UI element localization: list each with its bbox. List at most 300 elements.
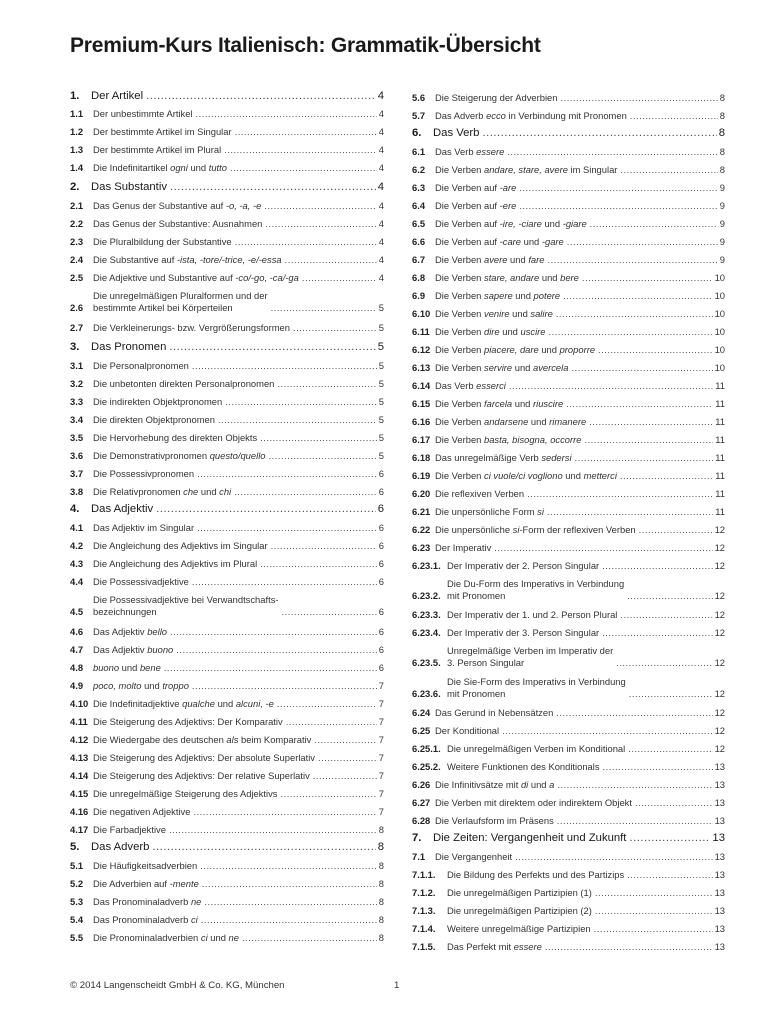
toc-entry-text: Die unregelmäßigen Partizipien (2)	[447, 905, 592, 916]
toc-entry-page: 4	[378, 254, 384, 265]
toc-entry-4.1[interactable]	[70, 522, 384, 534]
toc-entry-text: und	[499, 326, 521, 337]
toc-entry-6.28[interactable]	[412, 815, 725, 827]
toc-entry-label	[435, 851, 713, 863]
toc-entry-text: andare, stare, avere	[484, 164, 568, 175]
toc-entry-number: 3.	[70, 341, 80, 353]
toc-entry-page: 6	[377, 503, 384, 515]
toc-leader-dots	[313, 770, 377, 782]
toc-entry-label	[93, 644, 377, 656]
toc-entry-text: bello	[147, 626, 168, 637]
toc-leader-dots	[204, 896, 376, 908]
toc-leader-dots	[230, 162, 377, 174]
toc-entry-7.1.1[interactable]	[412, 869, 725, 881]
toc-entry-text: und	[538, 344, 560, 355]
toc-entry-5.6[interactable]	[412, 92, 725, 104]
toc-entry-page: 5	[378, 302, 384, 313]
toc-entry-title	[93, 914, 198, 926]
toc-entry-page: 5	[378, 378, 384, 389]
toc-entry-page: 4	[378, 108, 384, 119]
toc-entry-1.3[interactable]	[70, 144, 384, 156]
toc-entry-2[interactable]	[70, 181, 384, 193]
toc-leader-dots	[502, 725, 712, 737]
toc-entry-text: Die Verben	[435, 416, 484, 427]
toc-entry-title	[93, 716, 283, 728]
toc-entry-title	[93, 322, 290, 334]
toc-entry-text: Die Steigerung der Adverbien	[435, 92, 558, 103]
toc-entry-number: 6.28	[412, 815, 431, 826]
toc-entry-page: 11	[715, 434, 725, 445]
toc-leader-dots	[192, 360, 377, 372]
toc-entry-number: 5.3	[70, 896, 84, 907]
toc-entry-6.20[interactable]	[412, 488, 725, 500]
toc-entry-number: 4.16	[70, 806, 89, 817]
toc-entry-3.3[interactable]	[70, 396, 384, 408]
toc-entry-label	[91, 341, 376, 353]
toc-entry-2.3[interactable]	[70, 236, 384, 248]
toc-entry-page: 5	[378, 360, 384, 371]
toc-entry-label	[435, 524, 713, 536]
toc-entry-title	[435, 707, 553, 719]
toc-entry-title	[93, 680, 189, 692]
toc-entry-6.5[interactable]	[412, 218, 725, 230]
toc-entry-6.25.2[interactable]	[412, 761, 725, 773]
toc-entry-6.9[interactable]	[412, 290, 725, 302]
toc-entry-4.6[interactable]	[70, 626, 384, 638]
toc-entry-title	[435, 164, 617, 176]
toc-entry-text: Das unregelmäßige Verb	[435, 452, 542, 463]
toc-entry-1.1[interactable]	[70, 108, 384, 120]
toc-entry-7.1.5[interactable]	[412, 941, 725, 953]
toc-entry-label	[93, 236, 377, 248]
toc-entry-6.7[interactable]	[412, 254, 725, 266]
toc-entry-2.2[interactable]	[70, 218, 384, 230]
toc-entry-6.3[interactable]	[412, 182, 725, 194]
toc-entry-number: 6.23.1.	[412, 560, 441, 571]
toc-leader-dots	[519, 200, 717, 212]
toc-entry-6.18[interactable]	[412, 452, 725, 464]
toc-entry-label	[435, 200, 718, 212]
toc-entry-4.9[interactable]	[70, 680, 384, 692]
toc-entry-number: 4.1	[70, 522, 84, 533]
toc-entry-label	[93, 522, 377, 534]
toc-entry-3.1[interactable]	[70, 360, 384, 372]
toc-entry-label	[91, 181, 376, 193]
toc-entry-text: uscire	[520, 326, 546, 337]
toc-entry-5.2[interactable]	[70, 878, 384, 890]
toc-leader-dots	[164, 662, 377, 674]
toc-entry-text: poco, molto	[93, 680, 142, 691]
toc-entry-text: und	[207, 932, 229, 943]
toc-leader-dots	[192, 576, 377, 588]
toc-leader-dots	[616, 657, 712, 669]
toc-entry-6.1[interactable]	[412, 146, 725, 158]
toc-leader-dots	[170, 626, 377, 638]
toc-entry-text: Der bestimmte Artikel im Plural	[93, 144, 222, 155]
toc-entry-4.15[interactable]	[70, 788, 384, 800]
toc-entry-4.4[interactable]	[70, 576, 384, 588]
toc-entry-6.23.1[interactable]	[412, 560, 725, 572]
toc-entry-4.8[interactable]	[70, 662, 384, 674]
toc-entry-5.3[interactable]	[70, 896, 384, 908]
toc-entry-title	[91, 841, 149, 853]
toc-entry-title	[435, 542, 491, 554]
toc-entry-text: Die Steigerung des Adjektivs: Der Komparativ	[93, 716, 283, 727]
toc-entry-page: 7	[378, 806, 384, 817]
toc-leader-dots	[598, 344, 713, 356]
toc-entry-title	[93, 806, 190, 818]
toc-leader-dots	[567, 236, 718, 248]
toc-leader-dots	[169, 341, 375, 353]
toc-entry-number: 6.1	[412, 146, 426, 157]
toc-entry-text: Das Perfekt mit	[447, 941, 514, 952]
toc-entry-text: esserci	[476, 380, 506, 391]
toc-entry-title	[93, 254, 282, 266]
toc-entry-title	[435, 524, 636, 536]
toc-entry-4.2[interactable]	[70, 540, 384, 552]
toc-entry-title	[93, 486, 231, 498]
toc-entry-text: -Form der reflexiven Verben	[519, 524, 636, 535]
toc-leader-dots	[235, 126, 377, 138]
toc-leader-dots	[549, 326, 713, 338]
toc-entry-title	[93, 144, 221, 156]
toc-entry-text: Die Angleichung des Adjektivs im Singular	[93, 540, 268, 551]
toc-entry-title	[435, 797, 632, 809]
toc-entry-text: potere	[533, 290, 561, 301]
toc-entry-number: 6.23.4.	[412, 627, 441, 638]
toc-entry-title	[93, 290, 268, 314]
toc-entry-6[interactable]	[412, 127, 725, 139]
toc-entry-text: Die Verben auf	[435, 236, 500, 247]
toc-entry-label	[93, 378, 377, 390]
toc-entry-text: Die unpersönliche	[435, 524, 513, 535]
toc-entry-text: Das Adverb	[435, 110, 487, 121]
toc-entry-line: Die Possessivadjektive bei Verwandtschafts-	[93, 594, 279, 605]
toc-entry-4[interactable]	[70, 503, 384, 515]
toc-entry-1[interactable]	[70, 90, 384, 102]
toc-leader-dots	[176, 644, 377, 656]
toc-entry-page: 13	[714, 797, 725, 808]
toc-entry-label	[93, 752, 377, 764]
toc-entry-label	[93, 218, 377, 230]
toc-entry-6.24[interactable]	[412, 707, 725, 719]
toc-leader-dots	[547, 254, 717, 266]
toc-entry-text: ci	[200, 932, 208, 943]
toc-entry-label	[435, 434, 713, 446]
toc-leader-dots	[620, 609, 712, 621]
toc-entry-4.11[interactable]	[70, 716, 384, 728]
toc-entry-title	[93, 108, 193, 120]
toc-entry-6.4[interactable]	[412, 200, 725, 212]
toc-entry-text: basta, bisogna, occorre	[484, 434, 582, 445]
toc-entry-title	[93, 360, 189, 372]
toc-entry-label	[435, 272, 713, 284]
toc-entry-3.7[interactable]	[70, 468, 384, 480]
toc-entry-1.4[interactable]	[70, 162, 384, 174]
toc-entry-6.26[interactable]	[412, 779, 725, 791]
toc-entry-text: Das Verb	[435, 146, 477, 157]
toc-entry-2.4[interactable]	[70, 254, 384, 266]
toc-entry-page: 10	[714, 326, 725, 337]
toc-entry-text: Das Adjektiv	[93, 644, 148, 655]
toc-leader-dots	[277, 378, 376, 390]
toc-entry-page: 7	[378, 788, 384, 799]
toc-entry-number: 6.3	[412, 182, 426, 193]
toc-entry-2.1[interactable]	[70, 200, 384, 212]
toc-entry-title	[93, 432, 257, 444]
toc-entry-text: essere	[513, 941, 542, 952]
toc-entry-title	[435, 416, 586, 428]
toc-entry-6.23.2[interactable]	[412, 578, 725, 602]
toc-entry-5.7[interactable]	[412, 110, 725, 122]
toc-entry-number: 6.27	[412, 797, 431, 808]
toc-entry-title	[93, 752, 315, 764]
toc-entry-text: Die reflexiven Verben	[435, 488, 525, 499]
toc-entry-text: Die Verben auf	[435, 200, 500, 211]
toc-entry-6.25.1[interactable]	[412, 743, 725, 755]
toc-entry-page: 5	[378, 396, 384, 407]
toc-entry-number: 2.4	[70, 254, 84, 265]
toc-entry-6.23.4[interactable]	[412, 627, 725, 639]
toc-leader-dots	[589, 416, 713, 428]
toc-entry-6.8[interactable]	[412, 272, 725, 284]
toc-entry-text: buono	[93, 662, 120, 673]
toc-leader-dots	[620, 164, 717, 176]
toc-entry-6.22[interactable]	[412, 524, 725, 536]
toc-entry-5[interactable]	[70, 841, 384, 853]
toc-entry-6.19[interactable]	[412, 470, 725, 482]
toc-entry-6.17[interactable]	[412, 434, 725, 446]
toc-entry-line: Die Du-Form des Imperativs in Verbindung	[447, 578, 625, 589]
toc-leader-dots	[560, 92, 717, 104]
toc-entry-4.5[interactable]	[70, 594, 384, 618]
toc-entry-text: tutto	[208, 162, 227, 173]
toc-entry-label	[93, 860, 377, 872]
toc-entry-7.1[interactable]	[412, 851, 725, 863]
toc-entry-page: 10	[714, 290, 725, 301]
toc-entry-number: 3.5	[70, 432, 84, 443]
toc-entry-3.5[interactable]	[70, 432, 384, 444]
toc-leader-dots	[260, 432, 377, 444]
toc-entry-title	[435, 146, 504, 158]
toc-entry-label	[93, 716, 377, 728]
toc-entry-number: 4.17	[70, 824, 89, 835]
toc-leader-dots	[225, 396, 377, 408]
toc-entry-number: 5.1	[70, 860, 84, 871]
toc-entry-page: 8	[377, 841, 384, 853]
toc-entry-6.15[interactable]	[412, 398, 725, 410]
toc-entry-number: 2.1	[70, 200, 84, 211]
toc-leader-dots	[547, 506, 713, 518]
toc-entry-page: 13	[714, 905, 725, 916]
toc-leader-dots	[494, 542, 712, 554]
toc-entry-page: 8	[378, 932, 384, 943]
toc-entry-label	[93, 290, 377, 314]
toc-entry-page: 12	[714, 627, 725, 638]
toc-entry-page: 12	[714, 590, 725, 601]
toc-entry-4.12[interactable]	[70, 734, 384, 746]
toc-entry-title	[93, 644, 173, 656]
toc-entry-6.23[interactable]	[412, 542, 725, 554]
toc-entry-7.1.3[interactable]	[412, 905, 725, 917]
toc-entry-3.8[interactable]	[70, 486, 384, 498]
toc-entry-text: piacere, dare	[484, 344, 539, 355]
toc-entry-number: 3.6	[70, 450, 84, 461]
toc-leader-dots	[556, 707, 712, 719]
toc-entry-page: 12	[714, 542, 725, 553]
toc-entry-number: 6.2	[412, 164, 426, 175]
toc-entry-line: 3. Person Singular	[447, 657, 525, 668]
toc-entry-title	[447, 761, 600, 773]
toc-entry-page: 4	[378, 126, 384, 137]
toc-entry-label	[93, 468, 377, 480]
toc-entry-4.3[interactable]	[70, 558, 384, 570]
toc-entry-6.2[interactable]	[412, 164, 725, 176]
toc-entry-label	[93, 200, 377, 212]
toc-entry-6.16[interactable]	[412, 416, 725, 428]
toc-entry-6.23.3[interactable]	[412, 609, 725, 621]
toc-entry-title	[91, 181, 167, 193]
toc-entry-title	[447, 923, 591, 935]
toc-entry-5.4[interactable]	[70, 914, 384, 926]
toc-entry-text: dire	[484, 326, 500, 337]
toc-leader-dots	[557, 779, 712, 791]
toc-entry-page: 6	[378, 486, 384, 497]
toc-entry-text: Die Verben	[435, 344, 484, 355]
toc-entry-text: Das Gerund in Nebensätzen	[435, 707, 554, 718]
toc-leader-dots	[170, 181, 376, 193]
toc-entry-text: Das Pronominaladverb	[93, 896, 191, 907]
toc-entry-text: Die Verben	[435, 290, 484, 301]
toc-entry-line: mit Pronomen	[447, 688, 506, 699]
toc-entry-text: Der Artikel	[91, 90, 144, 102]
toc-entry-number: 6.16	[412, 416, 431, 427]
toc-entry-number: 7.1	[412, 851, 426, 862]
toc-entry-text: Der Imperativ der 2. Person Singular	[447, 560, 600, 571]
toc-entry-page: 9	[719, 236, 725, 247]
toc-entry-label	[93, 558, 377, 570]
toc-entry-number: 6.21	[412, 506, 431, 517]
toc-leader-dots	[556, 308, 713, 320]
toc-entry-2.7[interactable]	[70, 322, 384, 334]
toc-entry-label	[93, 878, 377, 890]
toc-entry-text: Das Pronominaladverb	[93, 914, 191, 925]
toc-entry-number: 6.19	[412, 470, 431, 481]
toc-entry-page: 12	[714, 657, 725, 668]
toc-entry-number: 6.23.2.	[412, 590, 441, 601]
toc-entry-page: 5	[377, 341, 384, 353]
toc-entry-page: 8	[719, 92, 725, 103]
toc-entry-4.16[interactable]	[70, 806, 384, 818]
toc-entry-4.17[interactable]	[70, 824, 384, 836]
toc-entry-6.23.6[interactable]	[412, 676, 725, 700]
toc-leader-dots	[566, 398, 713, 410]
toc-entry-number: 7.1.4.	[412, 923, 436, 934]
toc-entry-number: 6.13	[412, 362, 431, 373]
toc-entry-text: und	[509, 308, 531, 319]
toc-entry-title	[435, 779, 554, 791]
toc-entry-label	[93, 126, 377, 138]
toc-entry-7.1.4[interactable]	[412, 923, 725, 935]
toc-entry-text: Die Verlaufsform im Präsens	[435, 815, 554, 826]
toc-leader-dots	[192, 680, 377, 692]
toc-leader-dots	[201, 914, 377, 926]
toc-entry-6.10[interactable]	[412, 308, 725, 320]
toc-entry-number: 6.15	[412, 398, 431, 409]
toc-entry-title	[93, 788, 277, 800]
toc-entry-text: Das Substantiv	[91, 181, 167, 193]
toc-entry-1.2[interactable]	[70, 126, 384, 138]
toc-entry-text: Die Indefinitartikel	[93, 162, 171, 173]
toc-entry-2.5[interactable]	[70, 272, 384, 284]
toc-entry-text: ci vuole/ci vogliono	[484, 470, 563, 481]
toc-entry-label	[93, 788, 377, 800]
toc-entry-3.2[interactable]	[70, 378, 384, 390]
toc-entry-title	[93, 878, 199, 890]
toc-entry-title	[435, 452, 572, 464]
toc-leader-dots	[235, 236, 377, 248]
toc-leader-dots	[234, 486, 377, 498]
toc-entry-6.11[interactable]	[412, 326, 725, 338]
toc-entry-6.13[interactable]	[412, 362, 725, 374]
toc-entry-6.12[interactable]	[412, 344, 725, 356]
toc-entry-page: 13	[714, 815, 725, 826]
toc-entry-2.6[interactable]	[70, 290, 384, 314]
toc-entry-label	[93, 626, 377, 638]
toc-entry-text: Die Steigerung des Adjektivs: Der relative Superlativ	[93, 770, 310, 781]
toc-entry-6.23.5[interactable]	[412, 645, 725, 669]
toc-entry-number: 3.8	[70, 486, 84, 497]
toc-entry-4.10[interactable]	[70, 698, 384, 710]
toc-entry-label	[447, 941, 713, 953]
toc-leader-dots	[627, 590, 712, 602]
toc-entry-number: 5.	[70, 841, 80, 853]
toc-entry-label	[435, 326, 713, 338]
toc-entry-number: 4.14	[70, 770, 89, 781]
toc-entry-4.14[interactable]	[70, 770, 384, 782]
toc-entry-label	[433, 832, 710, 844]
toc-leader-dots	[630, 110, 718, 122]
toc-entry-6.25[interactable]	[412, 725, 725, 737]
toc-entry-4.13[interactable]	[70, 752, 384, 764]
toc-entry-text: Die Verben	[435, 164, 484, 175]
toc-entry-page: 4	[378, 272, 384, 283]
toc-entry-7.1.2[interactable]	[412, 887, 725, 899]
toc-entry-6.6[interactable]	[412, 236, 725, 248]
toc-entry-title	[93, 450, 266, 462]
toc-entry-page: 7	[378, 716, 384, 727]
toc-entry-text: riuscire	[533, 398, 564, 409]
toc-entry-number: 4.7	[70, 644, 84, 655]
toc-entry-6.27[interactable]	[412, 797, 725, 809]
toc-entry-6.21[interactable]	[412, 506, 725, 518]
toc-entry-5.1[interactable]	[70, 860, 384, 872]
toc-entry-4.7[interactable]	[70, 644, 384, 656]
toc-entry-text: Die Vergangenheit	[435, 851, 513, 862]
toc-leader-dots	[519, 182, 717, 194]
toc-entry-title	[435, 272, 579, 284]
toc-entry-5.5[interactable]	[70, 932, 384, 944]
toc-entry-title	[435, 344, 595, 356]
toc-entry-6.14[interactable]	[412, 380, 725, 392]
toc-entry-text: Die Infinitivsätze mit	[435, 779, 521, 790]
toc-entry-label	[447, 609, 713, 621]
toc-entry-3.6[interactable]	[70, 450, 384, 462]
toc-entry-number: 4.9	[70, 680, 84, 691]
toc-entry-3.4[interactable]	[70, 414, 384, 426]
toc-entry-3[interactable]	[70, 341, 384, 353]
toc-entry-7[interactable]	[412, 832, 725, 844]
